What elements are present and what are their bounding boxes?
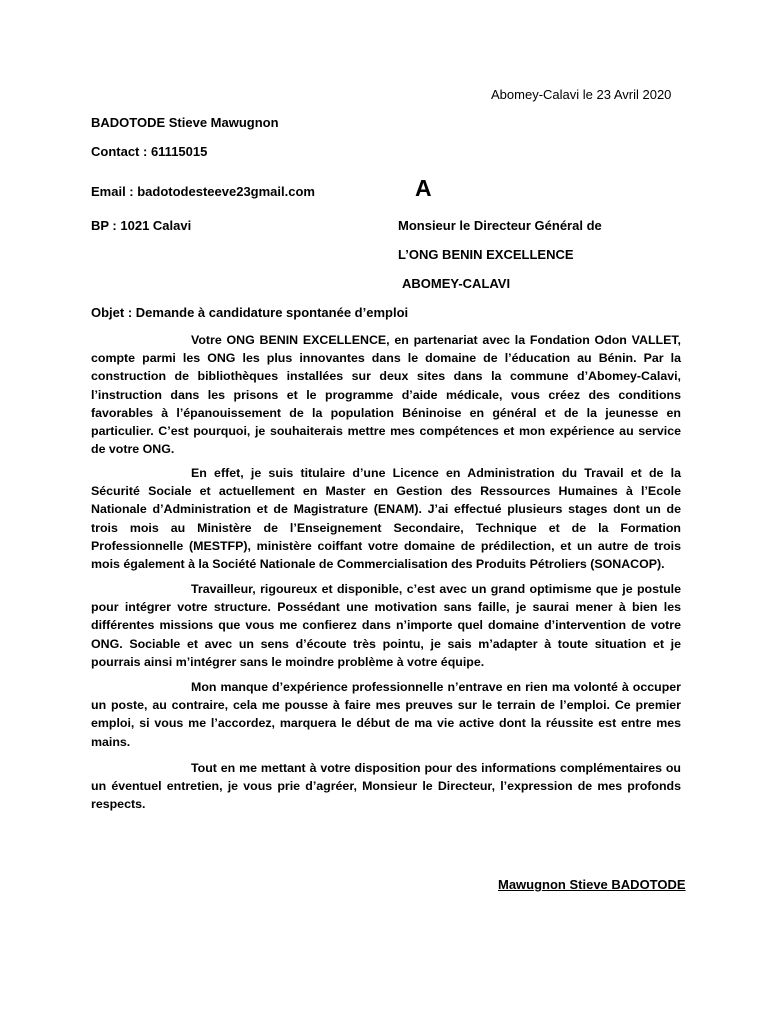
body-paragraph: [91, 678, 681, 751]
sender-contact: Contact : 61115015: [91, 144, 208, 159]
signature-name: Mawugnon Stieve BADOTODE: [498, 877, 686, 892]
sender-email: Email : badotodesteeve23gmail.com: [91, 184, 315, 199]
recipient-line-2: L’ONG BENIN EXCELLENCE: [398, 247, 574, 262]
body-paragraph: [91, 580, 681, 671]
body-paragraph: [91, 331, 681, 458]
place-date: Abomey-Calavi le 23 Avril 2020: [491, 87, 672, 102]
letter-subject: Objet : Demande à candidature spontanée d’emploi: [91, 305, 409, 320]
paragraph-text: Mon manque d’expérience professionnelle n’entrave en rien ma volonté à occuper un poste, au contraire, cela me pousse à faire mes preuves sur le terrain de l’emploi. Ce premier emploi, si vous me l’accordez, marquera le début de ma vie active dont la réussite est entre mes mains.: [91, 680, 681, 749]
recipient-marker: A: [415, 175, 432, 201]
recipient-line-3: ABOMEY-CALAVI: [402, 276, 511, 291]
paragraph-text: Travailleur, rigoureux et disponible, c’est avec un grand optimisme que je postule pour intégrer votre structure. Possédant une motivation sans faille, je saurai mener à bien les différentes missions que vous me confierez dans n’importe quel domaine d’intervention de votre ONG. Sociable et avec un sens d’écoute très pointu, je sais m’adapter à toute situation et je pourrais ainsi m’intégrer sans le moindre problème à votre équipe.: [91, 582, 681, 669]
paragraph-text: En effet, je suis titulaire d’une Licence en Administration du Travail et de la Sécurité Sociale et actuellement en Master en Gestion des Ressources Humaines à l’Ecole Nationale d’Administration et de Magistrature (ENAM). J’ai effectué plusieurs stages dont un de trois mois au Ministère de l’Enseignement Secondaire, Technique et de la Formation Professionnelle (MESTFP), ministère coiffant votre domaine de prédilection, et un autre de trois mois également à la Société Nationale de Commercialisation des Produits Pétroliers (SONACOP).: [91, 466, 681, 572]
recipient-line-1: Monsieur le Directeur Général de: [398, 218, 602, 233]
paragraph-text: Tout en me mettant à votre disposition pour des informations complémentaires ou un éventuel entretien, je vous prie d’agréer, Monsieur le Directeur, l’expression de mes profonds respects.: [91, 761, 681, 812]
body-paragraph: [91, 759, 681, 814]
body-paragraph: [91, 464, 681, 573]
paragraph-text: Votre ONG BENIN EXCELLENCE, en partenariat avec la Fondation Odon VALLET, compte parmi les ONG les plus innovantes dans le domaine de l’éducation au Bénin. Par la construction de bibliothèques installées sur deux sites dans la commune d’Abomey-Calavi, l’instruction dans les prisons et le programme d’aide médicale, vous créez des conditions favorables à l’épanouissement de la population Béninoise en général et de la jeunesse en particulier. C’est pourquoi, je souhaiterais mettre mes compétences et mon expérience au service de votre ONG.: [91, 333, 681, 457]
sender-name: BADOTODE Stieve Mawugnon: [91, 115, 279, 130]
sender-bp: BP : 1021 Calavi: [91, 218, 192, 233]
